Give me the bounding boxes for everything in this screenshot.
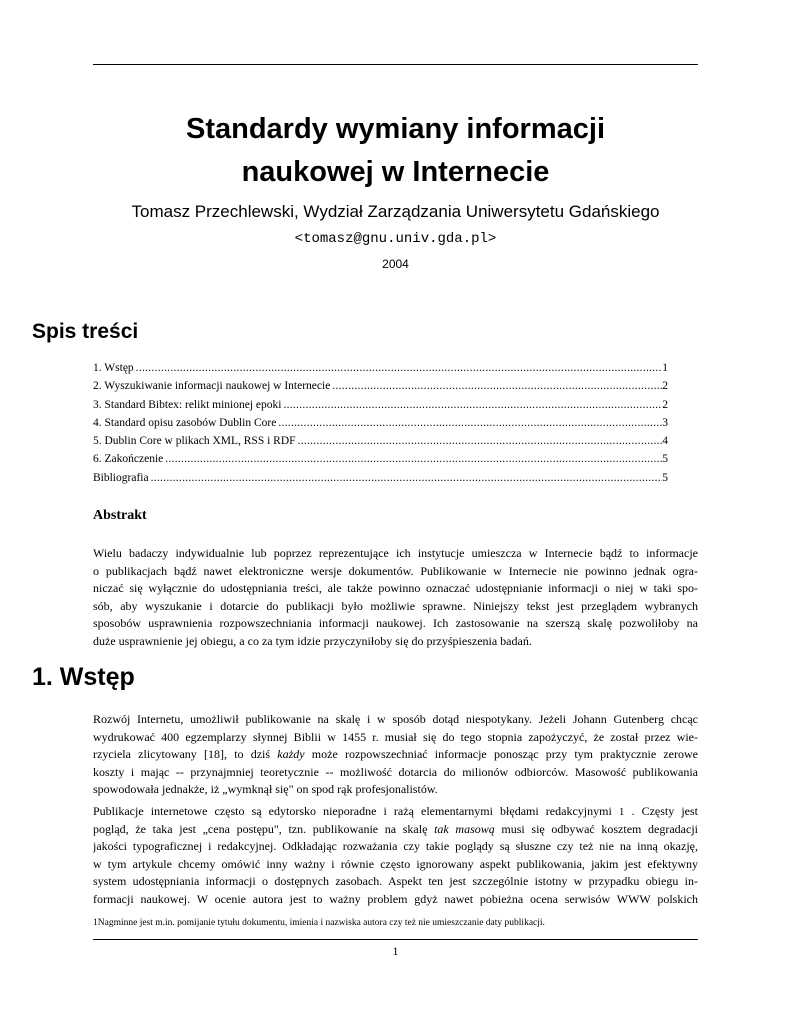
abstract-line: Wielu badaczy indywidualnie lub poprzez reprezentujące ich instytucje umieszcza w Internecie bądź to informacje [93,546,698,560]
toc-entry[interactable] [93,359,668,377]
author-email[interactable]: <tomasz@gnu.univ.gda.pl> [294,231,497,247]
toc-leader-dots [281,396,662,414]
text-line: Rozwój Internetu, umożliwił publikowanie na skalę i w sposób dotąd niespotykany. Jeżeli Johann Gutenberg chcąc [93,712,698,726]
toc-leader-dots [134,359,663,377]
abstract-line: o publikacjach bądź nawet elektroniczne wersje dokumentów. Publikowanie w Internecie nie powinno jednak ogra- [93,563,698,578]
intro-paragraph-1 [93,711,698,799]
text-run: . Częsty jest [624,804,698,818]
toc-entry-label: Bibliografia [93,471,149,484]
toc-entry[interactable] [93,450,668,468]
abstract-paragraph [93,545,698,651]
toc-leader-dots [163,450,662,468]
abstract-heading: Abstrakt [93,508,147,523]
publication-year: 2004 [382,257,409,271]
toc-entry[interactable] [93,396,668,414]
abstract-line: duże usprawnienie jej obiegu, a co za tym idzie przyczyniłoby się do przyśpieszenia badań. [93,633,532,648]
toc-entry-page: 5 [662,471,668,484]
text-line [93,821,698,839]
text-line: w tym artykule chcemy omówić inny ważny i równie często ignorowany aspekt publikowania, jakim jest efektywny [93,856,698,871]
text-line: formacji naukowej. W ocenie autora jest to ważny problem gdyż nawet pobieżna ocena serwisów WWW polskich [93,891,698,906]
toc-leader-dots [149,469,663,487]
text-line: spowodowała jednakże, iż „wymknął się" on spod rąk profesjonalistów. [93,782,438,797]
toc-entry-label: 2. Wyszukiwanie informacji naukowej w Internecie [93,380,331,393]
title-line-1: Standardy wymiany informacji [185,113,605,145]
toc-entry[interactable] [93,377,668,395]
text-line: jakości typograficznej i redakcyjnej. Odkładając rozważania czy takie poglądy są słuszne czy też nie na inną okazję, [93,839,698,854]
toc-entry-label: 1. Wstęp [93,362,134,374]
toc-entry[interactable] [93,414,668,432]
toc-entry[interactable] [93,469,668,487]
table-of-contents [93,359,668,487]
section-heading-intro: 1. Wstęp [32,663,135,691]
toc-entry-page: 1 [662,362,668,374]
footnote-text: Nagminne jest m.in. pomijanie tytułu dokumentu, imienia i nazwiska autora czy też nie umieszczanie daty publikacji. [97,918,545,928]
toc-entry-label: 4. Standard opisu zasobów Dublin Core [93,416,277,429]
text-run: rzyciela zlicytowany [18], to dziś [93,747,278,762]
text-line [93,746,698,764]
toc-entry-label: 6. Zakończenie [93,453,164,466]
paper-title [93,108,698,194]
toc-leader-dots [276,414,662,432]
toc-leader-dots [296,432,663,450]
author-affiliation: Tomasz Przechlewski, Wydział Zarządzania Uniwersytetu Gdańskiego [131,202,660,221]
abstract-line: sposobów usprawnienia rozpowszechniania informacji naukowej. Ich zastosowanie na szerszą skalę pozwoliłoby na [93,616,698,631]
toc-entry-label: 3. Standard Bibtex: relikt minionej epoki [93,398,282,411]
footnote-mark: 1 [93,918,98,928]
toc-leader-dots [330,377,662,395]
toc-entry-page: 2 [662,380,668,393]
toc-entry[interactable] [93,432,668,450]
text-run: musi się odbywać kosztem degradacji [494,821,698,836]
text-line [93,803,698,821]
page-number: 1 [392,944,399,958]
toc-heading: Spis treści [32,320,139,343]
footnote-reference[interactable]: 1 [618,806,625,818]
text-run: może rozpowszechniać informacje ponosząc przy tym praktycznie zerowe [304,747,698,762]
title-line-2: naukowej w Internecie [241,156,550,188]
text-run: Publikacje internetowe często są edytorsko nieporadne i rażą elementarnymi błędami redakcyjnymi [93,804,619,818]
text-line: system udostępniania informacji o dostępnych zasobach. Aspekt ten jest szczególnie istotny w przypadku obiegu in- [93,874,698,889]
text-run: pogląd, że taka jest „cena postępu", tzn. publikowanie na skalę [93,821,435,836]
bottom-rule [93,939,698,940]
abstract-line: niczać się wyłącznie do udostępniania treści, ale także powinno oznaczać udostępnianie informacji o niej w taki spo- [93,581,698,596]
top-rule [93,64,698,65]
toc-entry-page: 4 [662,435,668,448]
toc-entry-page: 5 [662,453,668,466]
footnote [93,917,545,930]
toc-entry-label: 5. Dublin Core w plikach XML, RSS i RDF [93,435,296,448]
text-line: koszty i mając -- przynajmniej teoretycznie -- możliwość dotarcia do milionów odbiorców. Masowość publikowania [93,764,698,779]
text-line: wydrukować 400 egzemplarzy słynnej Biblii w 1455 r. musiał się do tego stopnia zapożyczyć, że został przez wie- [93,729,698,744]
emphasis: tak masową [434,821,495,836]
intro-paragraph-2 [93,803,698,909]
toc-entry-page: 2 [662,398,668,411]
abstract-line: sób, aby wyszukanie i dotarcie do publikacji było możliwie sprawne. Niniejszy tekst jest przeglądem wybranych [93,598,698,613]
emphasis: każdy [277,747,305,762]
toc-entry-page: 3 [662,416,668,429]
